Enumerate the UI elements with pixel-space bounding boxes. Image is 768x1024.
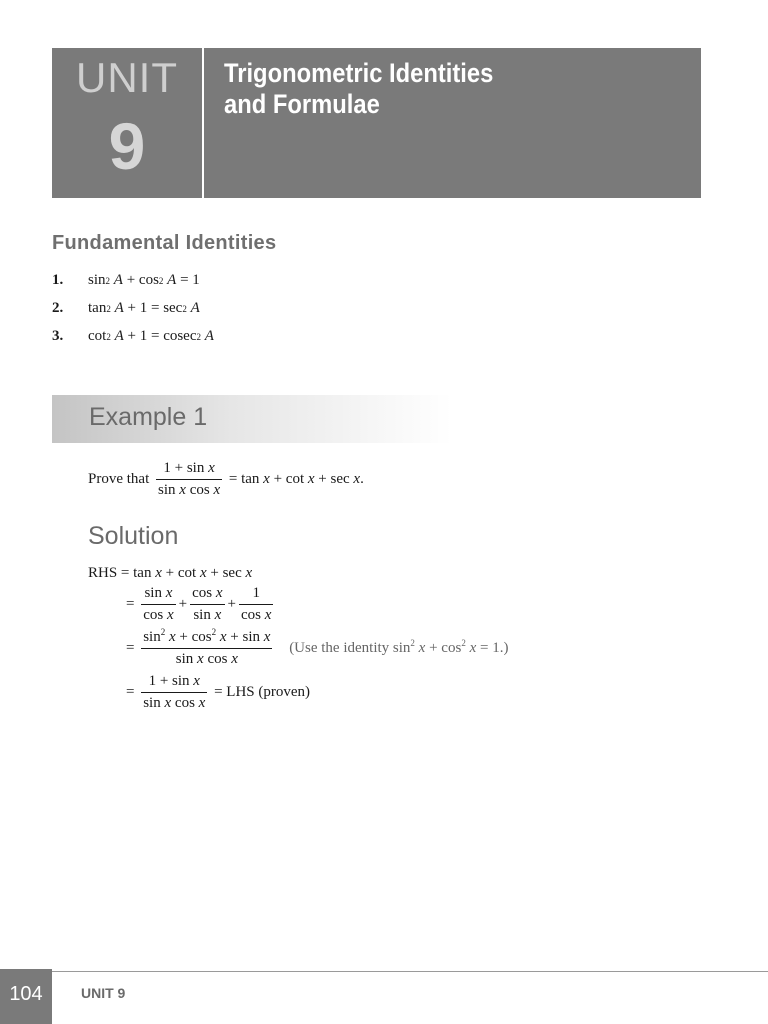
page-number-box [0,969,52,1024]
solution-rhs-line: RHS = tan x + cot x + sec x [88,565,253,581]
identity-hint: (Use the identity $\sin^2 x + \cos^2 x = 1$.) [289,637,509,656]
unit-banner [52,48,701,198]
chapter-title-line2: and Formulae [224,89,380,119]
unit-number: 9 [108,109,146,183]
section-heading: Fundamental Identities [52,232,277,254]
solution-step-3: = $\frac{\text{1 + sin x}}{\text{sin x cos x}}$ = LHS (proven) [126,673,311,711]
solution-step-1: = $\frac{\text{sin x}}{\text{cos x}}$ + $\frac{\text{cos x}}{\text{sin x}}$ + $\frac{1}{\text{cos x}}$ [126,585,272,623]
identity-list [52,272,214,356]
example-statement: Prove that $\frac{\text{1 + sin x}}{\text{sin x cos x}}$ = tan x + cot x + sec x. [88,460,364,498]
chapter-title [224,58,611,120]
identity-item-2: 2. tan 2 A + 1 = sec 2 A [52,300,200,316]
unit-badge [52,48,202,198]
lhs-fraction: $\frac{\text{1 + sin x}}{\text{sin x cos x}}$ [158,460,221,498]
chapter-title-line1: Trigonometric Identities [224,58,494,88]
example-header [52,395,452,443]
solution-step-2: = $\frac{\sin^2 x + \cos^2 x + \sin x}{\text{sin x cos x}}$ (Use the identity $\sin^2 x + \cos^2 x = 1$.) [126,627,509,667]
example-label: Example 1 [89,403,208,431]
solution-heading: Solution [88,522,179,550]
footer-unit-label: UNIT 9 [81,985,126,1001]
identity-item-3: 3. cot 2 A + 1 = cosec 2 A [52,328,214,344]
identity-item-1: 1. sin 2 A + cos 2 A = 1 [52,272,200,288]
page-number: 104 [9,983,43,1005]
banner-divider [202,48,204,198]
unit-label: UNIT [76,54,178,101]
footer-rule [52,971,768,972]
